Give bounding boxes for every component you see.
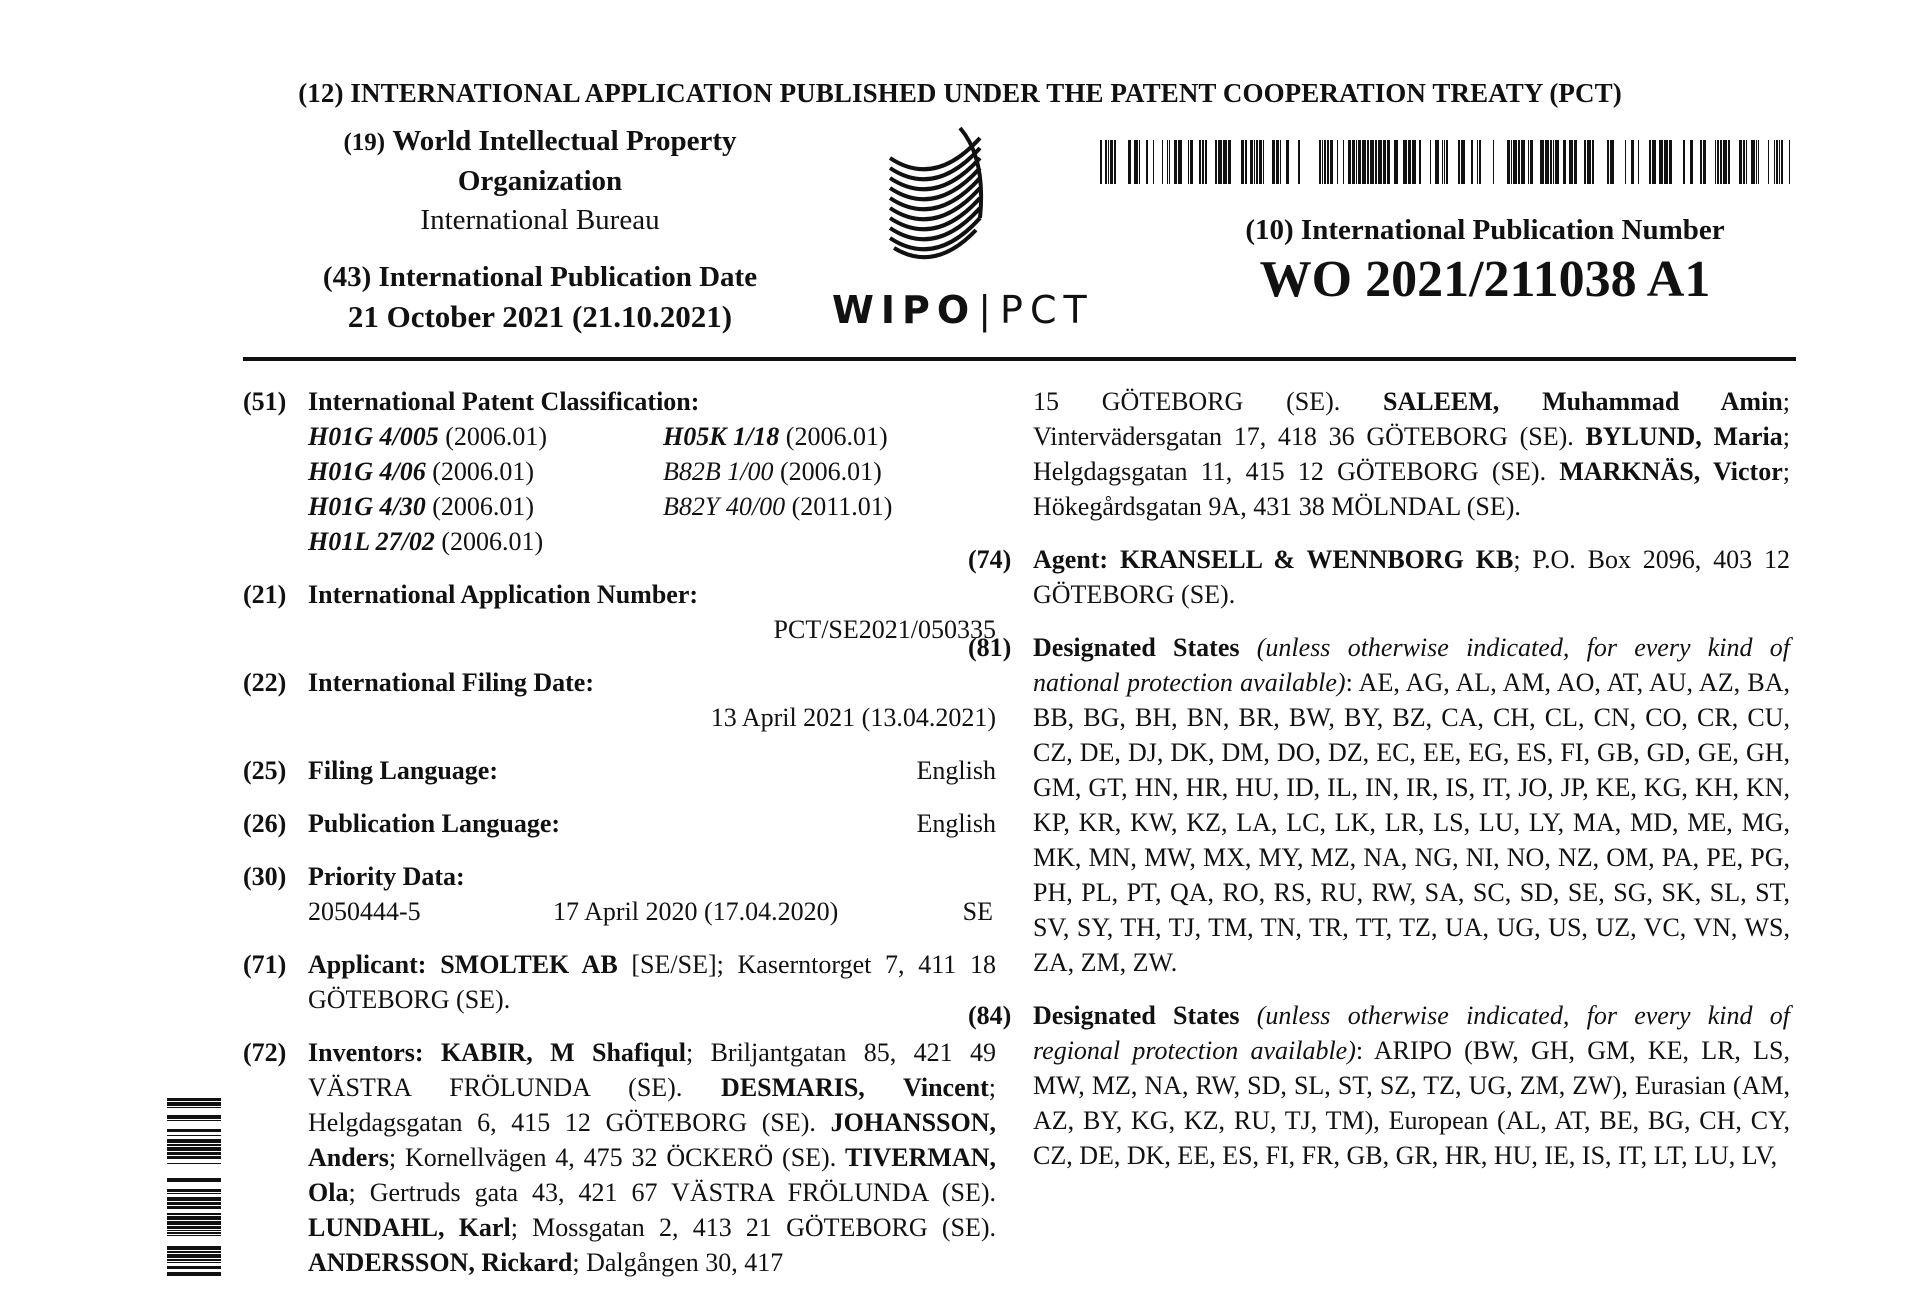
priority-number: 2050444-5 (308, 897, 421, 926)
vertical-barcode-icon (167, 1098, 221, 1280)
ipc-year: (2006.01) (785, 422, 888, 451)
wipo-rings-logo-icon (880, 118, 990, 278)
entry-number: (71) (243, 950, 287, 979)
entry-number: (25) (243, 756, 287, 785)
entry-label: Applicant: (308, 950, 427, 979)
inventor-name: BYLUND, Maria (1585, 422, 1783, 451)
inventor-address: ; Vintervädersgatan 17, 418 36 GÖTEBORG (SE). (1033, 387, 1790, 451)
inventor-address: ; Briljantgatan 85, 421 49 VÄSTRA FRÖLUNDA (SE). (308, 1038, 996, 1102)
barcode-icon (1100, 140, 1790, 184)
left-column (243, 384, 996, 1298)
office-name-line1: World Intellectual Property (392, 125, 737, 157)
priority-row (308, 894, 996, 929)
designated-regional-entry (968, 998, 1790, 1173)
entry-qualifier: (unless otherwise indicated, for every kind of regional protection available) (1033, 1001, 1791, 1065)
entry-number: (81) (968, 633, 1012, 662)
filing-date-entry (243, 665, 996, 735)
ipc-year: (2006.01) (432, 492, 535, 521)
inventor-name: DESMARIS, Vincent (721, 1073, 989, 1102)
entry-label: Designated States (1033, 1001, 1240, 1030)
publication-date-block (270, 258, 810, 336)
ipc-year: (2011.01) (791, 492, 893, 521)
ipc-code: H01G 4/30 (308, 492, 426, 521)
entry-label: Designated States (1033, 633, 1240, 662)
ipc-code-item (308, 419, 663, 454)
entry-number: (74) (968, 545, 1012, 574)
priority-entry (243, 859, 996, 929)
entry-label: Publication Language: (308, 809, 561, 838)
wipo-wordmark: WIPO (832, 288, 977, 332)
inventor-name: TIVERMAN, Ola (308, 1143, 996, 1207)
applicant-name: SMOLTEK AB (440, 950, 618, 979)
applicant-details: [SE/SE]; Kaserntorget 7, 411 18 GÖTEBORG (SE). (308, 950, 997, 1014)
entry-label: Filing Language: (308, 756, 498, 785)
ipc-year: (2006.01) (780, 457, 882, 486)
agent-entry (968, 542, 1790, 612)
entry-label: Inventors: (308, 1038, 424, 1067)
ipc-code-item (663, 454, 963, 489)
priority-date: 17 April 2020 (17.04.2020) (553, 897, 839, 926)
ipc-number: (51) (243, 387, 287, 416)
inventor-name: MARKNÄS, Victor (1559, 457, 1783, 486)
publication-date: 21 October 2021 (21.10.2021) (347, 299, 733, 334)
entry-number: (22) (243, 668, 287, 697)
ipc-code: H05K 1/18 (663, 422, 780, 451)
inventor-name: ANDERSSON, Rickard (308, 1248, 573, 1277)
inventors-continuation (1033, 384, 1790, 524)
entry-number: (72) (243, 1038, 287, 1067)
right-column (968, 384, 1791, 1191)
header-divider (243, 357, 1796, 361)
filing-language-entry (243, 753, 996, 788)
entry-qualifier: (unless otherwise indicated, for every kind of national protection available) (1033, 633, 1791, 697)
office-block (270, 122, 810, 240)
inventors-entry (243, 1035, 996, 1280)
publication-language: English (916, 809, 996, 838)
filing-date: 13 April 2021 (13.04.2021) (710, 703, 996, 732)
ipc-label: International Patent Classification: (308, 387, 700, 416)
publication-date-label: (43) International Publication Date (322, 261, 758, 293)
entry-label: International Filing Date: (308, 668, 594, 697)
wordmark-separator: | (978, 288, 999, 332)
agent-name: KRANSELL & WENNBORG KB (1119, 545, 1514, 574)
ipc-code: H01G 4/06 (308, 457, 426, 486)
inventor-address: ; Mossgatan 2, 413 21 GÖTEBORG (SE). (510, 1213, 997, 1242)
priority-country: SE (962, 897, 993, 926)
ipc-code: H01G 4/005 (308, 422, 439, 451)
ipc-codes (308, 419, 996, 559)
entry-label: International Application Number: (308, 580, 699, 609)
entry-label: Priority Data: (308, 862, 465, 891)
ipc-year: (2006.01) (432, 457, 535, 486)
ipc-entry (243, 384, 996, 559)
pct-wordmark: PCT (1000, 288, 1094, 332)
ipc-code-item (663, 489, 963, 524)
inventor-address: ; Gertruds gata 43, 421 67 VÄSTRA FRÖLUNDA (SE). (348, 1178, 996, 1207)
inventor-address-part: ; Dalgången 30, 417 (572, 1248, 784, 1277)
designated-states-list: : ARIPO (BW, GH, GM, KE, LR, LS, MW, MZ, NA, RW, SD, SL, ST, SZ, TZ, UG, ZM, ZW), Eurasian (AM, AZ, BY, KG, KZ, RU, TJ, TM), European (AL, AT, BE, BG, CH, CY, CZ, DE, DK, EE, ES, FI, FR, GB, GR, HR, HU, IE, IS, IT, LT, LU, LV, (1033, 1036, 1790, 1170)
office-name-line2: Organization (457, 165, 623, 197)
ipc-code: H01L 27/02 (308, 527, 435, 556)
designated-states-list: : AE, AG, AL, AM, AO, AT, AU, AZ, BA, BB, BG, BH, BN, BR, BW, BY, BZ, CA, CH, CL, CN, CO, CR, CU, CZ, DE, DJ, DK, DM, DO, DZ, EC, EE, EG, ES, FI, GB, GD, GE, GH, GM, GT, HN, HR, HU, ID, IL, IN, IR, IS, IT, JO, JP, KE, KG, KH, KN, KP, KR, KW, KZ, LA, LC, LK, LR, LS, LU, LY, MA, MD, ME, MG, MK, MN, MW, MX, MY, MZ, NA, NG, NI, NO, NZ, OM, PA, PE, PG, PH, PL, PT, QA, RO, RS, RU, RW, SA, SC, SD, SE, SG, SK, SL, ST, SV, SY, TH, TJ, TM, TN, TR, TT, TZ, UA, UG, US, UZ, VC, VN, WS, ZA, ZM, ZW. (1033, 668, 1790, 977)
inventor-address: ; Helgdagsgatan 11, 415 12 GÖTEBORG (SE). (1033, 422, 1791, 486)
inventor-address: ; Hökegårdsgatan 9A, 431 38 MÖLNDAL (SE). (1033, 457, 1790, 521)
inventor-name: SALEEM, Muhammad Amin (1383, 387, 1783, 416)
publication-number-label: (10) International Publication Number (1245, 214, 1725, 246)
entry-number: (26) (243, 809, 287, 838)
ipc-code-item (308, 454, 663, 489)
application-number: PCT/SE2021/050335 (773, 615, 996, 644)
ipc-code-item (663, 419, 963, 454)
document-title: (12) INTERNATIONAL APPLICATION PUBLISHED UNDER THE PATENT COOPERATION TREATY (PCT) (298, 78, 1622, 108)
ipc-code: B82B 1/00 (663, 457, 774, 486)
agent-details: ; P.O. Box 2096, 403 12 GÖTEBORG (SE). (1033, 545, 1791, 609)
office-code: (19) (343, 129, 386, 156)
entry-number: (30) (243, 862, 287, 891)
entry-label: Agent: (1033, 545, 1109, 574)
designated-national-entry (968, 630, 1790, 980)
publication-language-entry (243, 806, 996, 841)
applicant-entry (243, 947, 996, 1017)
publication-number: WO 2021/211038 A1 (1259, 251, 1711, 308)
inventor-address: ; Kornellvägen 4, 475 32 ÖCKERÖ (SE). (388, 1143, 846, 1172)
entry-number: (84) (968, 1001, 1012, 1030)
filing-language: English (916, 756, 996, 785)
inventor-name: JOHANSSON, Anders (308, 1108, 996, 1172)
ipc-code-item (308, 489, 663, 524)
wipo-pct-wordmark (832, 288, 1094, 332)
ipc-code-item (308, 524, 663, 559)
inventor-address: ; Helgdagsgatan 6, 415 12 GÖTEBORG (SE). (308, 1073, 996, 1137)
ipc-code: B82Y 40/00 (663, 492, 786, 521)
inventor-name: LUNDAHL, Karl (308, 1213, 511, 1242)
inventor-name: KABIR, M Shafiqul (440, 1038, 686, 1067)
office-sub: International Bureau (420, 204, 660, 236)
application-number-entry (243, 577, 996, 647)
entry-number: (21) (243, 580, 287, 609)
inventor-address-part: 15 GÖTEBORG (SE). (1033, 387, 1383, 416)
ipc-year: (2006.01) (441, 527, 544, 556)
ipc-year: (2006.01) (445, 422, 548, 451)
